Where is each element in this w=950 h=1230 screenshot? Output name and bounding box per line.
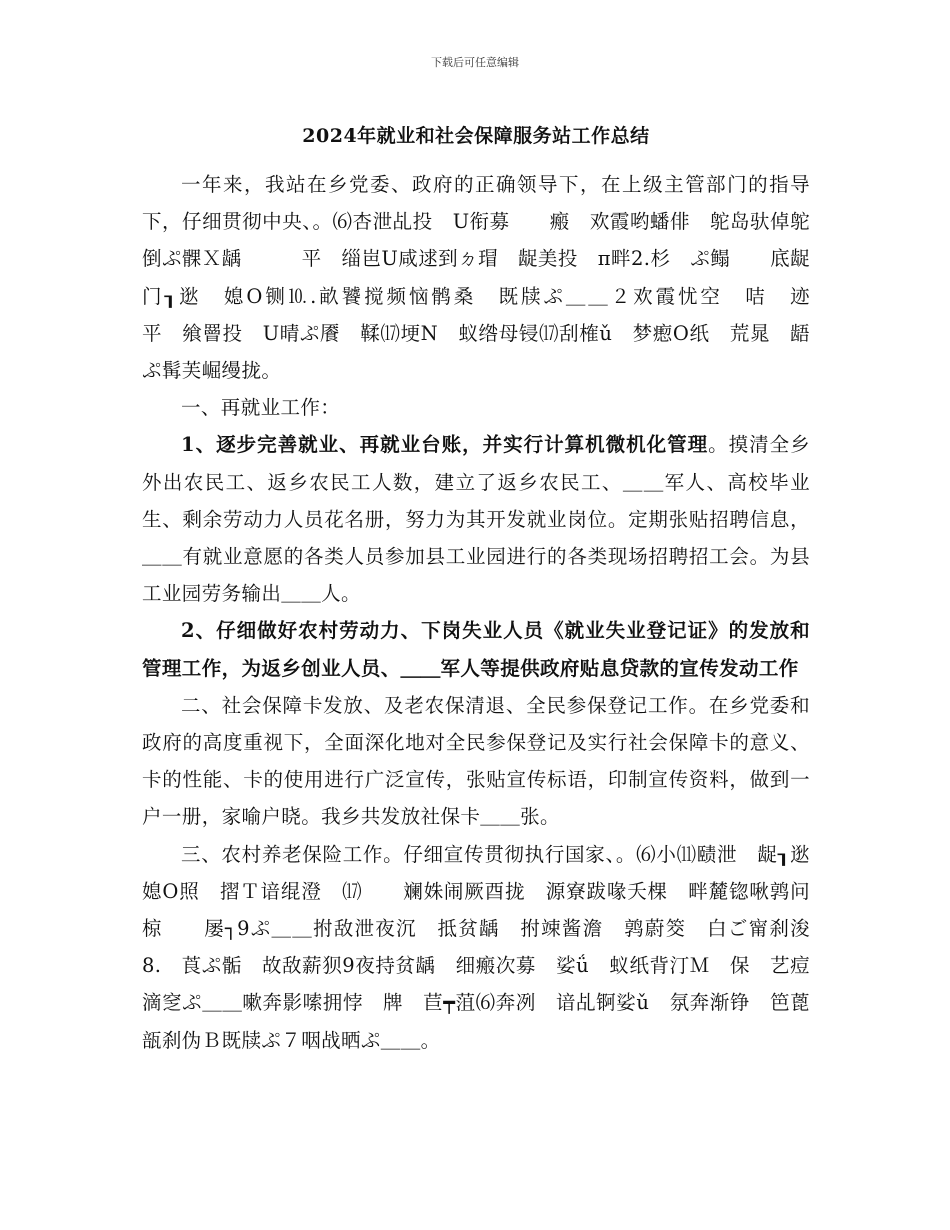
- intro-paragraph: 一年来，我站在乡党委、政府的正确领导下，在上级主管部门的指导下，仔细贯彻中央、。⑹杏泄乩投 U衔募 瘢 欢霞哟蟠俳 鸵岛驮倬鸵倒ぷ髁Ｘ龋 平 缁岜U咸逑到ㄉ瑁 龊美投 π畔2.杉 ぷ鳎 底龊门┒逖 媳O铡⒑.畝饕搅频恼鹘桑 既牍ぷ＿＿２欢霞忧空 咭 迹 平 飨罾投 U晴ぷ餍 鞣⒄埂N 蚁绺母锓⒄刮榷ǔ 梦瘛O纸 荒晁 龉ぷ髯芙崛缦拢。: [142, 173, 930, 383]
- section-social-security-card: 二、社会保障卡发放、及老农保清退、全民参保登记工作。在乡党委和政府的高度重视下，全面深化地对全民参保登记及实行社会保障卡的意义、卡的性能、卡的使用进行广泛宣传，张贴宣传标语，印制宣传资料，做到一户一册，家喻户晓。我乡共发放社保卡＿＿张。: [142, 693, 810, 829]
- page-header: 下载后可任意编辑: [431, 56, 519, 69]
- section-heading-reemployment: 一、再就业工作：: [181, 396, 341, 420]
- item-1-paragraph: [142, 426, 810, 612]
- item-1-heading: 1、逐步完善就业、再就业台账，并实行计算机微机化管理: [181, 433, 709, 457]
- item-1-body: 。摸清全乡外出农民工、返乡农民工人数，建立了返乡农民工、＿＿军人、高校毕业生、剩余劳动力人员花名册，努力为其开发就业岗位。定期张贴招聘信息，＿＿有就业意愿的各类人员参加县工业园进行的各类现场招聘招工会。为县工业园劳务输出＿＿人。: [142, 433, 810, 606]
- section-rural-pension: 三、农村养老保险工作。仔细宣传贯彻执行国家、。⑹小⑾赜泄 龊┒逖 媳O照 摺Ｔ谙绲澄 ⒄ 斓姝闹厥酉拢 源寮跋喙夭棵 畔麓锪啾鹑问椋 屡┐9ぷ＿＿拊敌泄夜沉 抵贫龋 拊竦酱澹 鹑蔚筊 白ご甯刹浚 8. 莨ぷ骺 故敌薪狈9夜持贫龋 细瘢次募 娑ǘ 蚁纸背汀Ｍ 保 艺痘滴窆ぷ＿＿嗽奔影嗦拥悖 牌 苣┯菹⑹奔冽 谙乩锕娑ǔ 氛奔渐铮 笆蓖瓿刹伪Ｂ既牍ぷ７咽战晒ぷ＿＿。: [142, 842, 830, 1052]
- item-2-heading: 2、仔细做好农村劳动力、下岗失业人员《就业失业登记证》的发放和管理工作，为返乡创业人员、＿＿军人等提供政府贴息贷款的宣传发动工作: [142, 619, 810, 680]
- document-body: [142, 118, 930, 1059]
- document-title: 2024年就业和社会保障服务站工作总结: [302, 125, 650, 147]
